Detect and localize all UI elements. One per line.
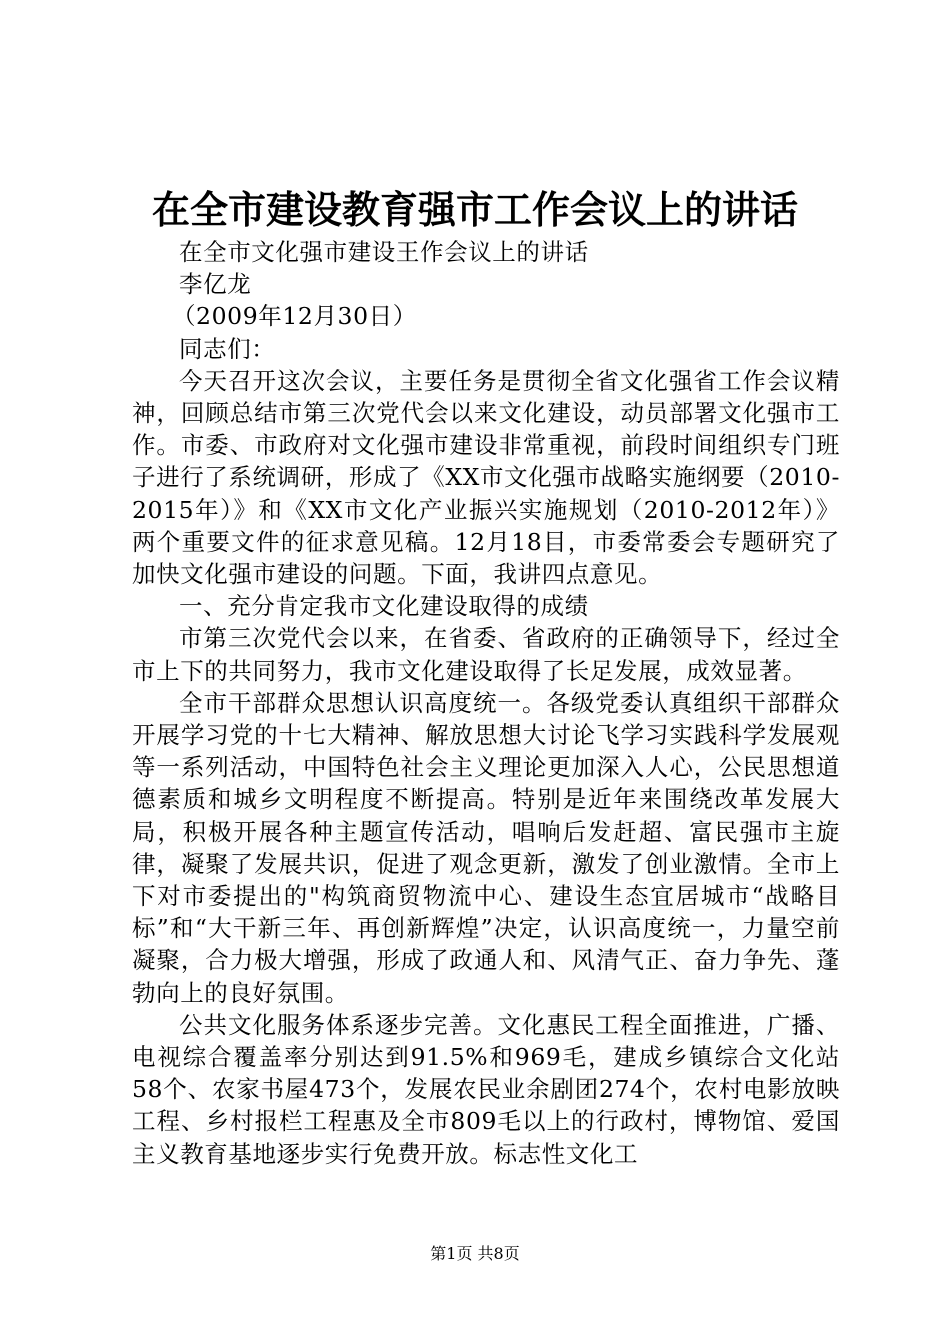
- body-paragraph: 全市干部群众思想认识高度统一。各级党委认真组织干部群众开展学习党的十七大精神、解放思想大讨论飞学习实践科学发展观等一系列活动，中国特色社会主义理论更加深入人心，公民思想道德素质和城乡文明程度不断提高。特别是近年来围绕改革发展大局，积极开展各种主题宣传活动，唱响后发赶超、富民强市主旋律，凝聚了发展共识，促进了观念更新，激发了创业激情。全市上下对市委提出的"构筑商贸物流中心、建设生态宜居城市“战略目标”和“大干新三年、再创新辉煌”决定，认识高度统一，力量空前凝聚，合力极大增强，形成了政通人和、风清气正、奋力争先、蓬勃向上的良好氛围。: [132, 688, 840, 1007]
- body-paragraph: 市第三次党代会以来，在省委、省政府的正确领导下，经过全市上下的共同努力，我市文化建设取得了长足发展，成效显著。: [132, 624, 840, 685]
- body-paragraph: 公共文化服务体系逐步完善。文化惠民工程全面推进，广播、电视综合覆盖率分别达到91.5%和969毛，建成乡镇综合文化站58个、农家书屋473个，发展农民业余剧团274个，农村电影放映工程、乡村报栏工程惠及全市809毛以上的行政村，博物馆、爱国主义教育基地逐步实行免费开放。标志性文化工: [132, 1010, 840, 1168]
- section-heading: 一、充分肯定我市文化建设取得的成绩: [179, 592, 589, 621]
- subtitle-paragraph: 在全市文化强市建设王作会议上的讲话: [179, 238, 589, 266]
- body-paragraph: 今天召开这次会议，主要任务是贯彻全省文化强省工作会议精神，回顾总结市第三次党代会以来文化建设，动员部署文化强市工作。市委、市政府对文化强市建设非常重视，前段时间组织专门班子进行了系统调研，形成了《XX市文化强市战略实施纲要（2010-2015年）》和《XX市文化产业振兴实施规划（2010-2012年）》两个重要文件的征求意见稿。12月18目，市委常委会专题研究了加快文化强市建设的问题。下面，我讲四点意见。: [132, 366, 840, 589]
- document-body: [132, 236, 840, 1170]
- salutation-paragraph: 同志们：: [179, 334, 276, 363]
- page-footer: 第1页 共8页: [430, 1244, 520, 1263]
- document-title: 在全市建设教育强市工作会议上的讲话: [151, 187, 798, 232]
- date-paragraph: （2009年12月30日）: [171, 302, 417, 331]
- author-paragraph: 李亿龙: [179, 270, 252, 299]
